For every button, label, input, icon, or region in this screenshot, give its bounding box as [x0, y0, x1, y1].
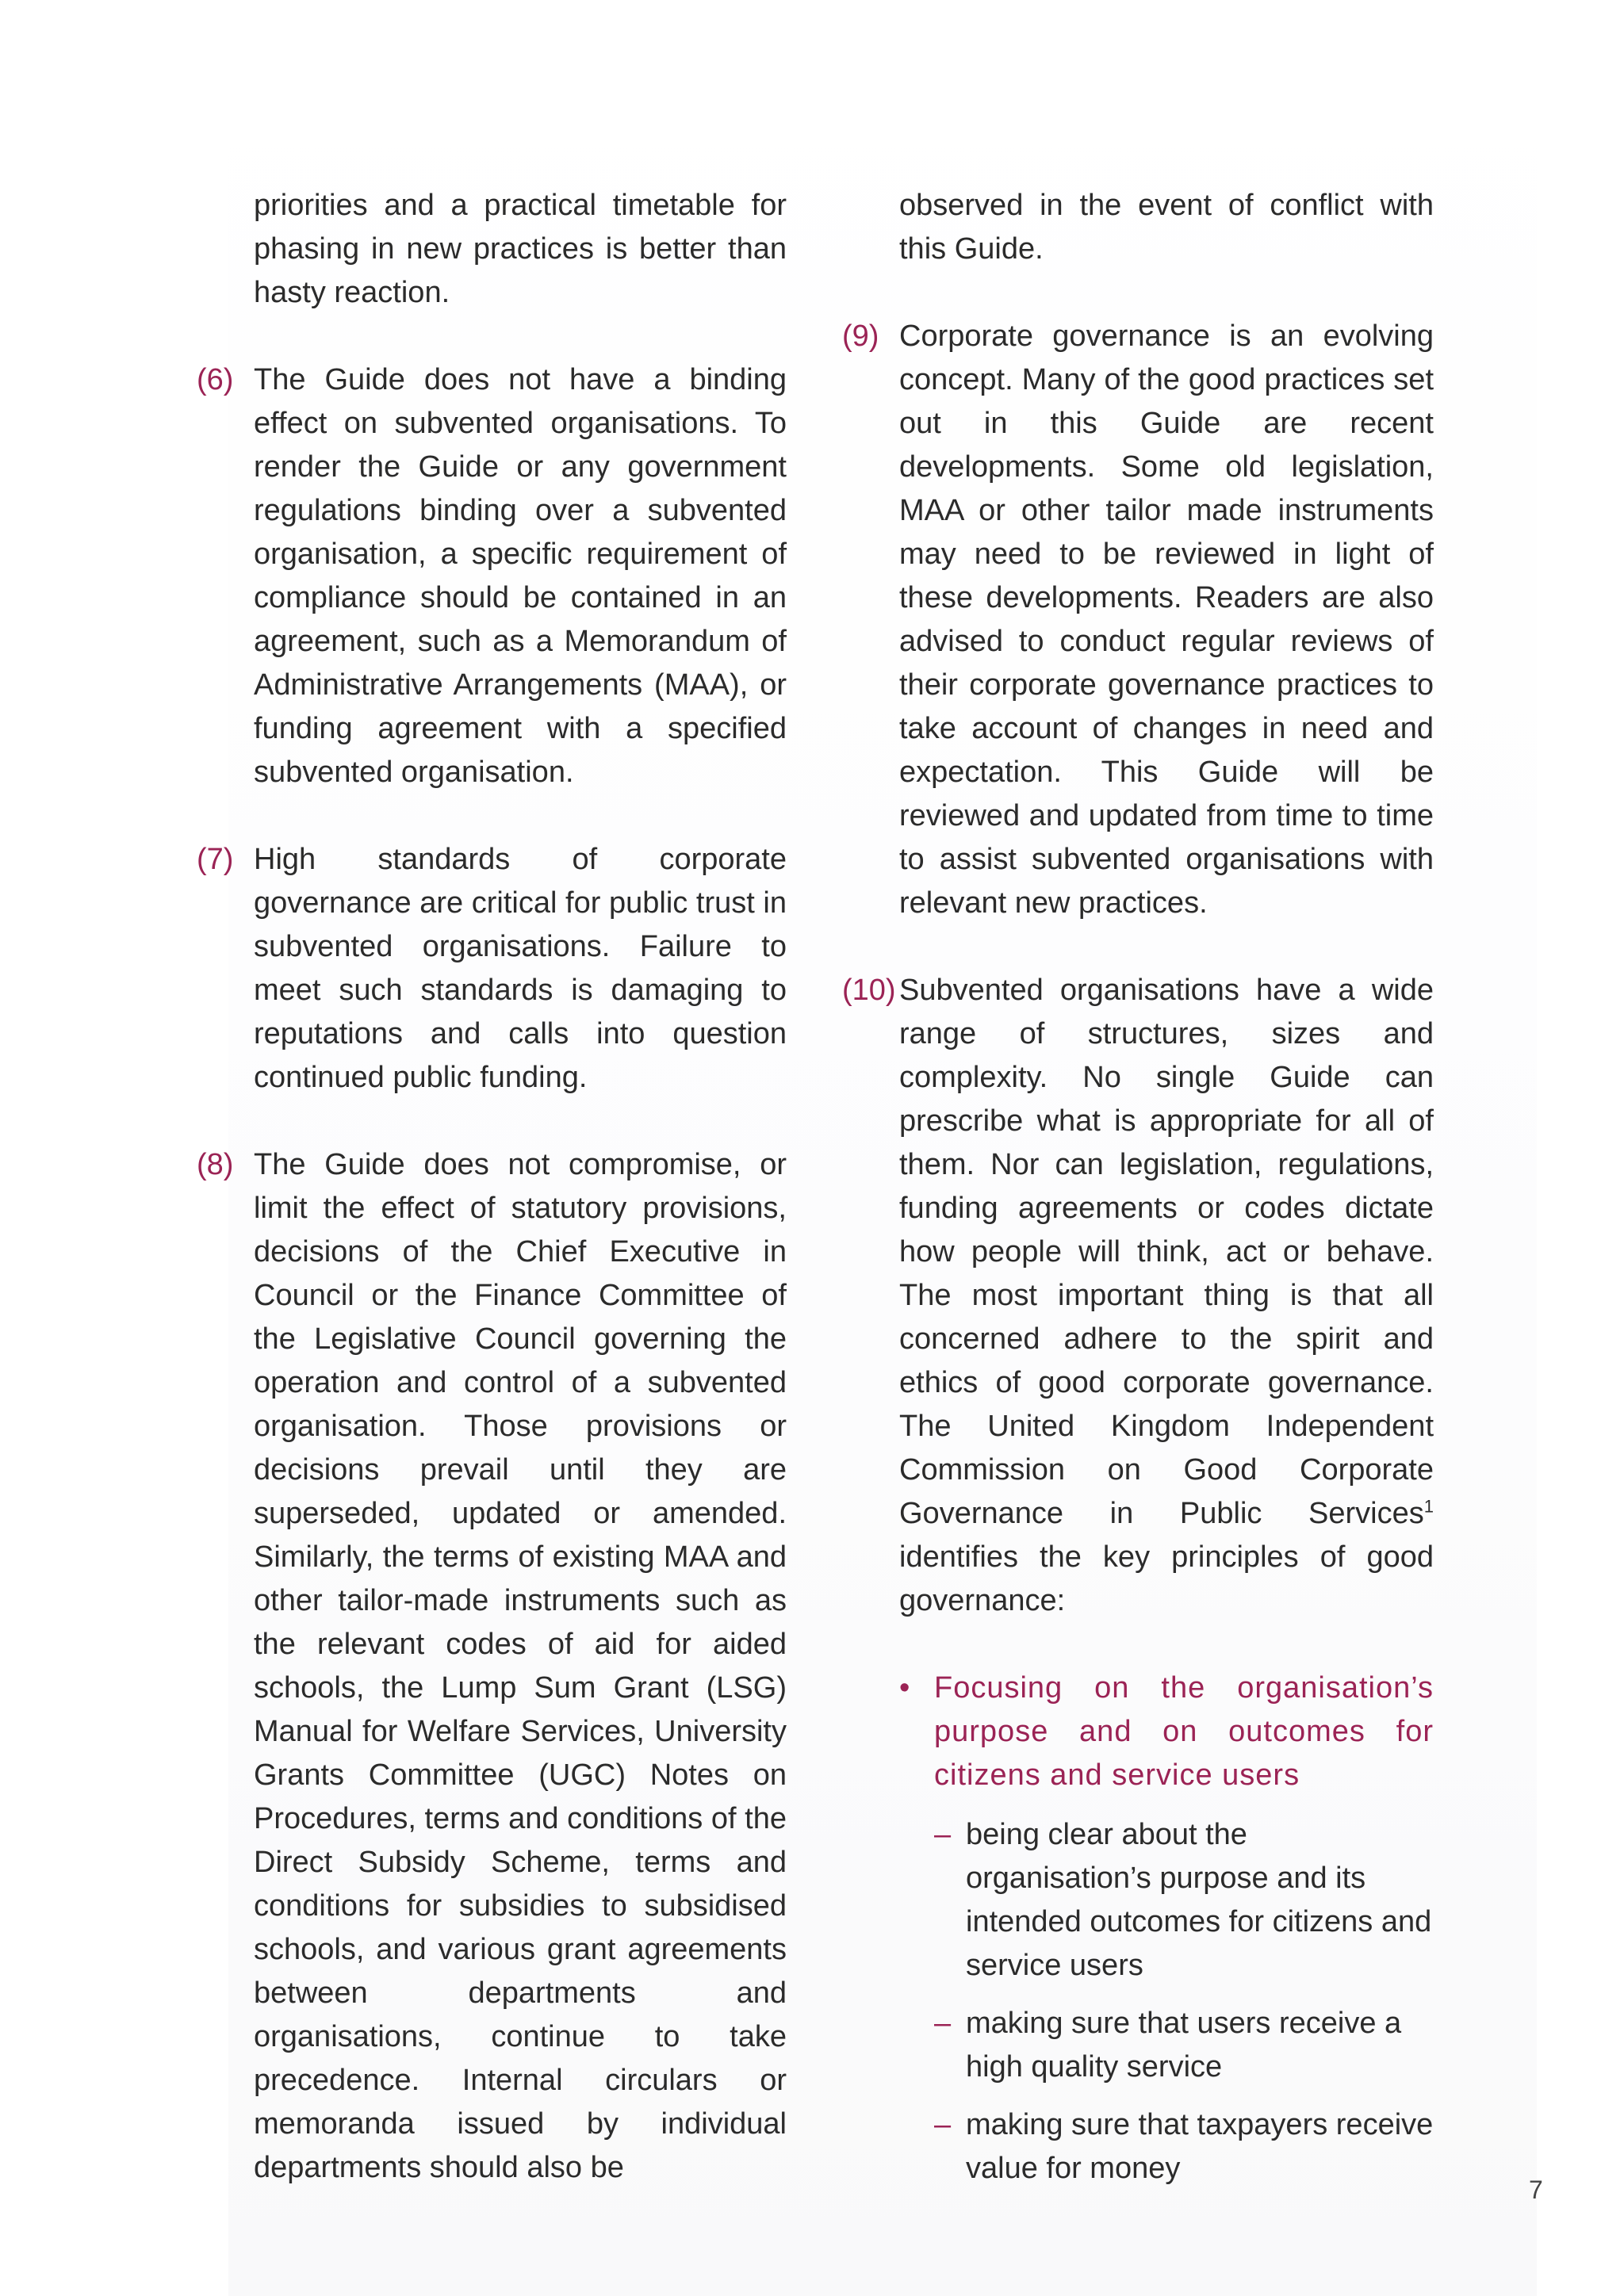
- sub-point-text: being clear about the organisation’s purpose and its intended outcomes for citizens and service users: [966, 1818, 1432, 1982]
- paragraph-5-continuation: [197, 184, 787, 315]
- dash-icon: –: [934, 1818, 952, 1851]
- paragraph-text-part: Subvented organisations have a wide range of structures, sizes and complexity. No single Guide can prescribe what is appropriate for all of them. Nor can legislation, regulations, funding agreements or codes dictate how people will think, act or behave. The most important thing is that all concerned adhere to the spirit and ethics of good corporate governance. The United Kingdom Independent Commission on Good Corporate Governance in Public Services: [899, 974, 1434, 1530]
- dash-icon: –: [934, 2007, 952, 2040]
- paragraph-9: [842, 315, 1434, 925]
- left-column: [197, 184, 787, 2233]
- paragraph-number: (6): [197, 363, 234, 396]
- paragraph-8-continuation: [842, 184, 1434, 271]
- paragraph-text: observed in the event of conflict with this Guide.: [899, 189, 1434, 266]
- paragraph-number: (7): [197, 843, 234, 876]
- principle-bullet: [842, 1667, 1434, 1797]
- right-column: [842, 184, 1434, 2205]
- paragraph-8: [197, 1143, 787, 2190]
- paragraph-text: The Guide does not have a binding effect on subvented organisations. To render the Guide or any government regulations binding over a subvented organisation, a specific requirement of compliance should be contained in an agreement, such as a Memorandum of Administrative Arrangements (MAA), or funding agreement with a specified subvented organisation.: [254, 363, 787, 789]
- paragraph-6: [197, 358, 787, 794]
- paragraph-text: priorities and a practical timetable for phasing in new practices is better than hasty reaction.: [254, 189, 787, 309]
- paragraph-10: [842, 969, 1434, 1623]
- sub-point-2: [842, 2002, 1434, 2089]
- footnote-marker[interactable]: 1: [1423, 1496, 1434, 1517]
- paragraph-text: [899, 969, 1434, 1623]
- sub-point-text: making sure that users receive a high quality service: [966, 2007, 1402, 2084]
- page-number: 7: [1529, 2175, 1543, 2204]
- paragraph-number: (8): [197, 1148, 234, 1181]
- paragraph-text: Corporate governance is an evolving concept. Many of the good practices set out in this Guide are recent developments. Some old legislation, MAA or other tailor made instruments may need to be reviewed in light of these developments. Readers are also advised to conduct regular reviews of their corporate governance practices to take account of changes in need and expectation. This Guide will be reviewed and updated from time to time to assist subvented organisations with relevant new practices.: [899, 320, 1434, 920]
- paragraph-number: (9): [842, 320, 879, 353]
- paragraph-text: High standards of corporate governance are critical for public trust in subvented organisations. Failure to meet such standards is damaging to reputations and calls into question continued public funding.: [254, 843, 787, 1094]
- sub-point-3: [842, 2103, 1434, 2191]
- sub-point-text: making sure that taxpayers receive value for money: [966, 2108, 1434, 2185]
- paragraph-text: The Guide does not compromise, or limit the effect of statutory provisions, decisions of the Chief Executive in Council or the Finance Committee of the Legislative Council governing the operation and control of a subvented organisation. Those provisions or decisions prevail until they are superseded, updated or amended. Similarly, the terms of existing MAA and other tailor-made instruments such as the relevant codes of aid for aided schools, the Lump Sum Grant (LSG) Manual for Welfare Services, University Grants Committee (UGC) Notes on Procedures, terms and conditions of the Direct Subsidy Scheme, terms and conditions for subsidies to subsidised schools, and various grant agreements between departments and organisations, continue to take precedence. Internal circulars or memoranda issued by individual departments should also be: [254, 1148, 787, 2184]
- paragraph-text-part: identifies the key principles of good governance:: [899, 1540, 1434, 1617]
- dash-icon: –: [934, 2108, 952, 2141]
- sub-point-1: [842, 1813, 1434, 1988]
- paragraph-7: [197, 838, 787, 1100]
- bullet-icon: •: [899, 1671, 911, 1705]
- paragraph-number: (10): [842, 974, 896, 1007]
- bullet-text: Focusing on the organisation’s purpose and on outcomes for citizens and service users: [934, 1671, 1434, 1792]
